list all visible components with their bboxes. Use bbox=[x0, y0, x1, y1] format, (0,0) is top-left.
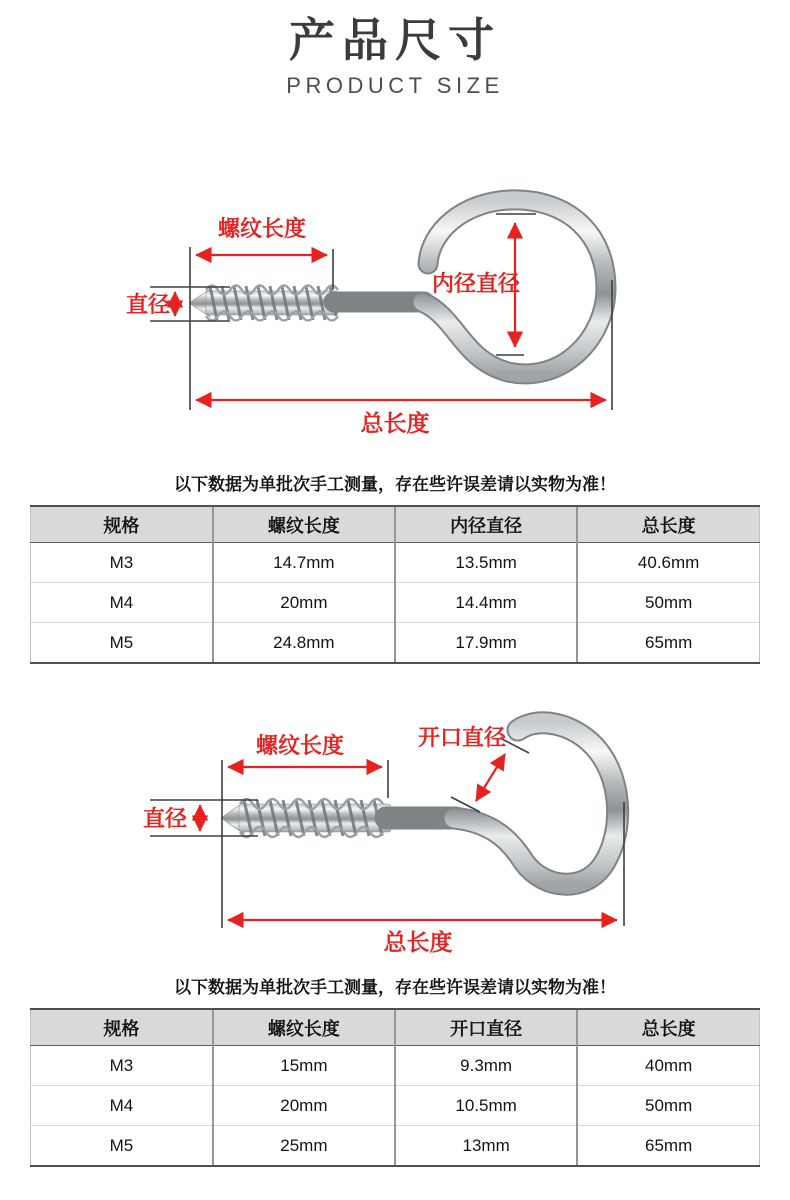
header-spec: 规格 bbox=[31, 1009, 213, 1046]
header-opening-diameter: 开口直径 bbox=[395, 1009, 577, 1046]
inner-diameter-label: 内径直径 bbox=[431, 271, 521, 296]
spec-cell: 20mm bbox=[213, 1086, 395, 1126]
spec-cell: 40mm bbox=[577, 1046, 759, 1086]
spec-cell: 65mm bbox=[577, 623, 759, 664]
eye-screw-illustration bbox=[0, 140, 790, 460]
table-row bbox=[31, 583, 760, 623]
hook-dimension-arrows bbox=[200, 754, 617, 920]
hook-extension-lines bbox=[150, 738, 624, 928]
spec-cell: 10.5mm bbox=[395, 1086, 577, 1126]
thread-length-label: 螺纹长度 bbox=[255, 733, 345, 758]
spec-cell: 9.3mm bbox=[395, 1046, 577, 1086]
spec-cell: 14.4mm bbox=[395, 583, 577, 623]
table-row bbox=[31, 543, 760, 583]
header-spec: 规格 bbox=[31, 506, 213, 543]
spec-cell: 13mm bbox=[395, 1126, 577, 1167]
spec-cell: M3 bbox=[31, 1046, 213, 1086]
measurement-note: 以下数据为单批次手工测量，存在些许误差请以实物为准！ bbox=[174, 475, 616, 494]
table-row bbox=[31, 1126, 760, 1167]
header-total-length: 总长度 bbox=[577, 1009, 759, 1046]
spec-cell: 50mm bbox=[577, 1086, 759, 1126]
hook-screw-spec-table bbox=[30, 1008, 760, 1167]
diameter-label: 直径 bbox=[125, 292, 171, 317]
spec-cell: 25mm bbox=[213, 1126, 395, 1167]
spec-cell: 40.6mm bbox=[577, 543, 759, 583]
header-thread-length: 螺纹长度 bbox=[213, 506, 395, 543]
measurement-note: 以下数据为单批次手工测量，存在些许误差请以实物为准！ bbox=[174, 978, 616, 997]
table-header-row bbox=[31, 506, 760, 543]
page-title: 产品尺寸 bbox=[289, 14, 501, 66]
table-header-row bbox=[31, 1009, 760, 1046]
spec-cell: 65mm bbox=[577, 1126, 759, 1167]
spec-cell: 15mm bbox=[213, 1046, 395, 1086]
spec-cell: M5 bbox=[31, 623, 213, 664]
opening-diameter-label: 开口直径 bbox=[417, 725, 507, 750]
header-total-length: 总长度 bbox=[577, 506, 759, 543]
total-length-label: 总长度 bbox=[383, 929, 453, 955]
header-thread-length: 螺纹长度 bbox=[213, 1009, 395, 1046]
spec-cell: M5 bbox=[31, 1126, 213, 1167]
thread-length-label: 螺纹长度 bbox=[217, 216, 307, 241]
hook-screw-illustration bbox=[0, 690, 790, 990]
opening-diameter-arrow bbox=[476, 754, 505, 801]
table-row bbox=[31, 1086, 760, 1126]
spec-cell: 20mm bbox=[213, 583, 395, 623]
spec-cell: M3 bbox=[31, 543, 213, 583]
spec-cell: 17.9mm bbox=[395, 623, 577, 664]
total-length-label: 总长度 bbox=[360, 410, 430, 436]
spec-cell: M4 bbox=[31, 583, 213, 623]
spec-cell: 24.8mm bbox=[213, 623, 395, 664]
eye-screw-diagram bbox=[0, 140, 790, 465]
header-inner-diameter: 内径直径 bbox=[395, 506, 577, 543]
page-subtitle: PRODUCT SIZE bbox=[286, 73, 504, 98]
eye-screw-spec-table bbox=[30, 505, 760, 664]
hook-screw-diagram bbox=[0, 690, 790, 995]
spec-cell: M4 bbox=[31, 1086, 213, 1126]
table-row bbox=[31, 623, 760, 664]
diameter-label: 直径 bbox=[142, 806, 188, 831]
spec-cell: 50mm bbox=[577, 583, 759, 623]
spec-cell: 14.7mm bbox=[213, 543, 395, 583]
spec-cell: 13.5mm bbox=[395, 543, 577, 583]
table-row bbox=[31, 1046, 760, 1086]
